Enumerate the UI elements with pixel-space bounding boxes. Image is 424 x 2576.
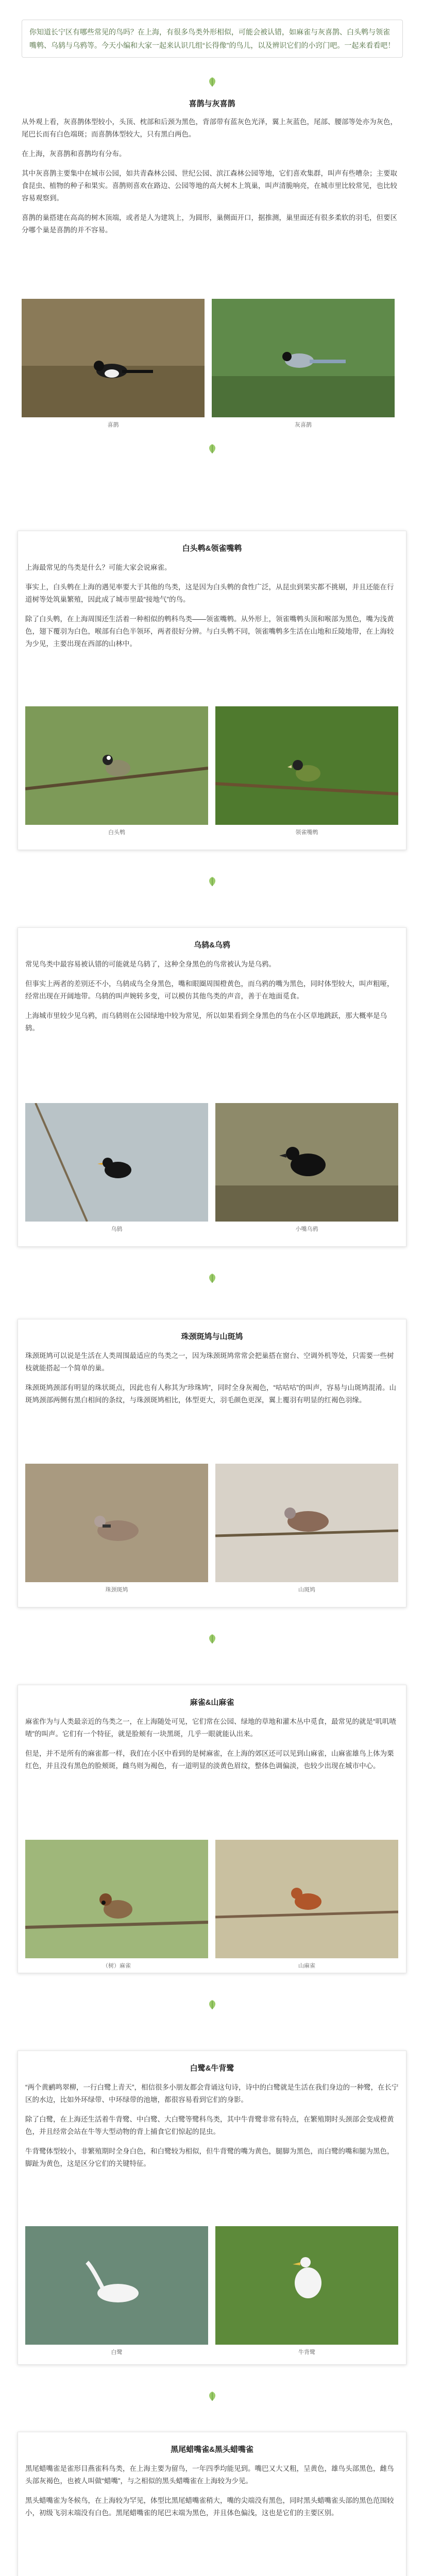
photo-spotted-dove (25, 1464, 208, 1594)
paragraph: 上海城市里较少见乌鸦，而乌鸫则在公园绿地中较为常见，所以如果看到全身黑色的鸟在小区草地跳跃，那大概率是乌鸫。 (25, 1012, 387, 1032)
photo-caption: 领雀嘴鹎 (295, 829, 318, 836)
blackbird-photo-icon (25, 1103, 208, 1222)
photo-row-egret (25, 2226, 398, 2356)
paragraph: 黑头蜡嘴雀为冬候鸟，在上海较为罕见，体型比黑尾蜡嘴雀稍大，嘴的尖端没有黑色，同时黑头蜡嘴雀头部的黑色范围较小，初级飞羽末端没有白色。黑尾蜡嘴雀的尾巴末端为黑色，并且体色偏浅，这也是它们的主要区别。 (25, 2497, 394, 2517)
paragraph: 在上海，灰喜鹊和喜鹊均有分布。 (22, 150, 126, 158)
photo-row-magpie (22, 299, 395, 429)
leaf-divider-icon (0, 2391, 424, 2404)
section-card-grosbeak (18, 2432, 406, 2576)
leaf-divider-icon (0, 443, 424, 457)
paragraph: 从外观上看，灰喜鹊体型较小，头顶、枕部和后颈为黑色，背部带有蓝灰色光泽，翼上灰蓝色，尾部、腰部等处亦为灰色，尾巴长而有白色端斑；而喜鹊体型较大，只有黑白两色。 (22, 118, 397, 138)
section-card-sparrow (18, 1685, 406, 1973)
leaf-divider-icon (0, 876, 424, 890)
photo-magpie (22, 299, 205, 429)
bulbul-photo-icon (25, 706, 208, 825)
paragraph: 常见鸟类中最容易被认错的可能就是乌鸫了，这种全身黑色的鸟常被认为是乌鸦。 (25, 960, 276, 968)
leaf-divider-icon (0, 1999, 424, 2013)
paragraph: 牛背鹭体型较小，非繁殖期时全身白色，和白鹭较为相似，但牛背鹭的嘴为黄色，腿脚为黑色，而白鹭的嘴和腿为黑色，脚趾为黄色，这是区分它们的关键特征。 (25, 2147, 394, 2167)
tree-sparrow-photo-icon (25, 1840, 208, 1958)
section-title-bulbul: 白头鹎&领雀嘴鹎 (182, 544, 242, 553)
intro-highlight: 一起来看看吧！ (344, 41, 395, 49)
section-body-magpie (22, 116, 403, 244)
photo-caption: 山斑鸠 (298, 1587, 315, 1593)
cattle-egret-photo-icon (215, 2226, 398, 2345)
photo-crow (215, 1103, 398, 1233)
photo-blackbird (25, 1103, 208, 1233)
photo-caption: （树）麻雀 (103, 1963, 131, 1969)
photo-caption: 喜鹊 (107, 422, 119, 428)
paragraph: 珠颈斑鸠可以说是生活在人类周围最适应的鸟类之一，因为珠颈斑鸠常常会把巢搭在窗台、空调外机等处，只需要一些树枝就能搭起一个简单的巢。 (25, 1352, 394, 1372)
paragraph: 麻雀作为与人类最亲近的鸟类之一，在上海随处可见，它们常在公园、绿地的草地和灌木丛中觅食，最常见的就是“叽叽喳喳”的叫声。它们有一个特征，就是脸颊有一块黑斑，几乎一眼就能认出来。 (25, 1718, 396, 1738)
photo-caption: 小嘴乌鸦 (295, 1226, 318, 1232)
section-card-egret (18, 2050, 406, 2365)
paragraph: “两个黄鹂鸣翠柳，一行白鹭上青天”，相信很多小朋友都会背诵这句诗，诗中的白鹭就是生活在我们身边的一种鹭，在长宁区的水边，比如外环绿带、中环绿带的池塘，都很容易看到它们的身影。 (25, 2083, 399, 2104)
section-title-egret: 白鹭&牛背鹭 (190, 2064, 234, 2073)
photo-caption: 白鹭 (111, 2349, 123, 2355)
magpie-photo-icon (22, 299, 205, 417)
paragraph: 但事实上两者的差别还不小，乌鸫成鸟全身黑色，嘴和眼圈周围橙黄色，而乌鸦的嘴为黑色，同时体型较大，叫声粗哑，经常出现在开阔地带。乌鸫的叫声婉转多变，可以模仿其他鸟类的声音，善于在地面觅食。 (25, 980, 394, 1000)
photo-oriental-turtle-dove (215, 1464, 398, 1594)
section-title-blackbird: 乌鸫&乌鸦 (194, 941, 230, 950)
paragraph: 珠颈斑鸠颈部有明显的珠状斑点，因此也有人称其为“珍珠鸠”，同时全身灰褐色，“咕咕咕”的叫声，容易与山斑鸠混淆。山斑鸠颈部两侧有黑白相间的条纹，与珠颈斑鸠相比，体型更大，羽毛颜色更深，翼上覆羽有明显的红褐色羽缘。 (25, 1384, 396, 1404)
finchbill-photo-icon (215, 706, 398, 825)
photo-azure-winged-magpie (212, 299, 395, 429)
paragraph: 黑尾蜡嘴雀是雀形目燕雀科鸟类，在上海主要为留鸟，一年四季均能见到。嘴巴又大又粗，呈黄色，雄鸟头部黑色，雌鸟头部灰褐色，也被人叫做“蜡嘴”，与之相似的黑头蜡嘴雀在上海较为少见。 (25, 2465, 394, 2485)
photo-row-bulbul (25, 706, 398, 836)
photo-caption: 山麻雀 (298, 1963, 315, 1969)
section-title-sparrow: 麻雀&山麻雀 (190, 1698, 234, 1707)
paragraph: 其中灰喜鹊主要集中在城市公园，如共青森林公园、世纪公园、滨江森林公园等地，它们喜欢集群，叫声有些嘈杂；主要取食昆虫、植物的种子和果实。喜鹊则喜欢在路边、公园等地的高大树木上筑巢，叫声清脆响亮，在城市里比较常见，也比较容易观察到。 (22, 170, 397, 202)
paragraph: 除了白鹭，在上海还生活着牛背鹭、中白鹭、大白鹭等鹭科鸟类，其中牛背鹭非常有特点，在繁殖期时头颈部会变成橙黄色，并且经常会站在牛等大型动物的背上捕食它们惊起的昆虫。 (25, 2115, 394, 2136)
photo-bulbul (25, 706, 208, 836)
intro-box (22, 20, 403, 58)
section-card-bulbul (18, 531, 406, 850)
photo-cattle-egret (215, 2226, 398, 2356)
spotted-dove-photo-icon (25, 1464, 208, 1582)
paragraph: 除了白头鹎，在上海周围还生活着一种相似的鹎科鸟类——领雀嘴鹎。从外形上，领雀嘴鹎头顶和喉部为黑色，嘴为浅黄色，翅下覆羽为白色，喉部有白色半领环，两者很好分辨。与白头鹎不同，领雀嘴鹎多生活在山地和丘陵地带，在上海较为少见，主要出现在西部的山林中。 (25, 615, 394, 648)
section-card-blackbird (18, 927, 406, 1247)
paragraph: 喜鹊的巢搭建在高高的树木顶端，或者是人为建筑上，为圆形，巢侧面开口，据推测，巢里面还有很多柔软的羽毛，但要区分哪个巢是喜鹊的并不容易。 (22, 214, 397, 234)
section-title-dove: 珠颈斑鸠与山斑鸠 (181, 1332, 243, 1341)
photo-collared-finchbill (215, 706, 398, 836)
section-card-dove (18, 1319, 406, 1607)
photo-row-blackbird (25, 1103, 398, 1233)
photo-row-dove (25, 1464, 398, 1594)
photo-caption: 灰喜鹊 (295, 422, 312, 428)
turtle-dove-photo-icon (215, 1464, 398, 1582)
azure-magpie-photo-icon (212, 299, 395, 417)
paragraph: 上海最常见的鸟类是什么？可能大家会说麻雀。 (25, 564, 172, 571)
section-title-grosbeak: 黑尾蜡嘴雀&黑头蜡嘴雀 (171, 2445, 253, 2454)
intro-text: 你知道长宁区有哪些常见的鸟吗？在上海，有很多鸟类外形相似，可能会被认错，如麻雀与灰喜鹊、白头鹎与领雀嘴鹎、乌鸫与乌鸦等。今天小编和大家一起来认识几组“长得像”的鸟儿，以及辨识它们的小窍门吧。 (29, 28, 390, 49)
paragraph: 事实上，白头鹎在上海的遇见率要大于其他的鸟类，这是因为白头鹎的食性广泛，从昆虫到果实都不挑剔，并且还能在行道树等处筑巢繁殖，因此成了城市里最“接地气”的鸟。 (25, 583, 394, 603)
egret-photo-icon (25, 2226, 208, 2345)
russet-sparrow-photo-icon (215, 1840, 398, 1958)
section-title-magpie: 喜鹊与灰喜鹊 (189, 99, 235, 108)
photo-caption: 乌鸫 (111, 1226, 123, 1232)
leaf-divider-icon (0, 1633, 424, 1647)
crow-photo-icon (215, 1103, 398, 1222)
photo-caption: 白头鹎 (108, 829, 125, 836)
photo-caption: 珠颈斑鸠 (105, 1587, 128, 1593)
photo-tree-sparrow (25, 1840, 208, 1970)
photo-row-sparrow (25, 1840, 398, 1970)
leaf-divider-icon (0, 1273, 424, 1286)
paragraph: 但是，并不是所有的麻雀都一样，我们在小区中看到的是树麻雀，在上海的郊区还可以见到山麻雀，山麻雀雄鸟上体为栗红色，并且没有黑色的脸颊斑，雌鸟则为褐色，有一道明显的淡黄色眉纹，整体色调偏淡，也较少出现在城市中心。 (25, 1750, 394, 1770)
photo-little-egret (25, 2226, 208, 2356)
leaf-divider-icon (0, 76, 424, 90)
photo-caption: 牛背鹭 (298, 2349, 315, 2355)
photo-russet-sparrow (215, 1840, 398, 1970)
